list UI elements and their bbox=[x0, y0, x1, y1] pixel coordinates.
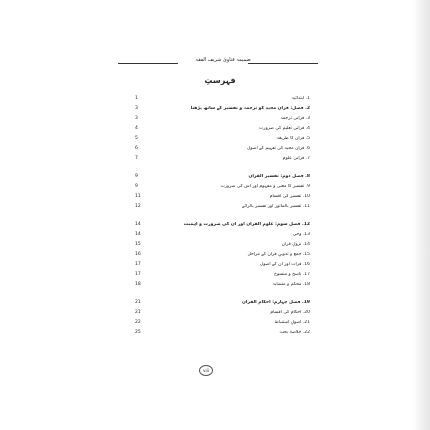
toc-entry bbox=[135, 242, 310, 250]
toc-page-number: 14 bbox=[135, 232, 141, 237]
toc-entry bbox=[135, 136, 310, 144]
toc-entry bbox=[135, 156, 310, 164]
toc-page-number: 16 bbox=[135, 252, 141, 257]
toc-page-number: 11 bbox=[135, 194, 141, 199]
toc-page-number: 22 bbox=[135, 320, 141, 325]
toc-entry-text: 4. قرآنی تعلیم کی ضرورت bbox=[259, 126, 310, 131]
toc-entry bbox=[135, 106, 310, 114]
toc-page-number: 4 bbox=[135, 126, 138, 131]
toc-page-number: 18 bbox=[135, 282, 141, 287]
toc-page-number: 15 bbox=[135, 242, 141, 247]
toc-entry-text: 10. تفسیر کی اقسام bbox=[269, 194, 310, 199]
toc-entry bbox=[135, 116, 310, 124]
toc-entry-text: 15. جمع و تدوینِ قرآن کے مراحل bbox=[247, 252, 310, 257]
toc-entry bbox=[135, 146, 310, 154]
toc-entry bbox=[135, 222, 310, 230]
toc-page-number: 12 bbox=[135, 204, 141, 209]
toc-page-number: 21 bbox=[135, 310, 141, 315]
toc-entry-text: 22. خلاصۂ بحث bbox=[279, 330, 310, 335]
toc-page-number: 9 bbox=[135, 174, 138, 179]
toc-entry-text: 20. احکام کی اقسام bbox=[270, 310, 310, 315]
toc-entry-text: 14. نزولِ قرآن bbox=[281, 242, 310, 247]
toc-entry bbox=[135, 96, 310, 104]
toc-entry-text: 21. اصولِ استنباط bbox=[274, 320, 310, 325]
toc-entry-text: 16. قرأت اور ان کے اصول bbox=[259, 262, 310, 267]
toc-page-number: 21 bbox=[135, 300, 141, 305]
toc-entry bbox=[135, 194, 310, 202]
toc-entry-text: 11. تفسیر بالماثور اور تفسیر بالرائے bbox=[241, 204, 310, 209]
page-title: فہرستِ bbox=[204, 76, 236, 85]
running-header bbox=[118, 57, 318, 69]
toc-entry bbox=[135, 204, 310, 212]
toc-page-number: 3 bbox=[135, 106, 138, 111]
toc-entry-text: 6. قرآن مجید کی تفہیم کے اصول bbox=[247, 146, 310, 151]
toc-entry-text: 17. ناسخ و منسوخ bbox=[274, 272, 310, 277]
toc-entry bbox=[135, 126, 310, 134]
toc-entry bbox=[135, 300, 310, 308]
header-rule-right bbox=[248, 63, 318, 64]
toc-page-number: 17 bbox=[135, 262, 141, 267]
toc-entry-text: 12. فصل سوم: علوم القرآن اور ان کی ضرورت و اہمیت bbox=[183, 222, 310, 227]
toc-entry bbox=[135, 320, 310, 328]
toc-entry bbox=[135, 282, 310, 290]
toc-entry-text: 2. فصل: قرآن مجید کو ترجمہ و تفسیر کے ساتھ پڑھنا bbox=[190, 106, 310, 111]
toc-entry-text: 3. قرآنی ترجمہ bbox=[280, 116, 310, 121]
toc-page-number: 7 bbox=[135, 156, 138, 161]
page-number-badge: viii bbox=[199, 365, 213, 376]
toc-page-number: 6 bbox=[135, 146, 138, 151]
toc-entry-text: 19. فصل چہارم: احکام القرآن bbox=[242, 300, 310, 305]
header-rule-left bbox=[118, 63, 178, 64]
toc-entry-text: 5. قرآن کا طریقہ bbox=[276, 136, 310, 141]
toc-entry-text: 13. وحی bbox=[292, 232, 310, 237]
toc-entry-text: 18. محکم و متشابہ bbox=[272, 282, 310, 287]
toc-page-number: 1 bbox=[135, 96, 138, 101]
toc-entry bbox=[135, 174, 310, 182]
toc-entry bbox=[135, 310, 310, 318]
toc-entry bbox=[135, 232, 310, 240]
toc-page-number: 3 bbox=[135, 116, 138, 121]
toc-entry-text: 9. تفسیر کا معنی و مفہوم اور اس کی ضرورت bbox=[220, 184, 310, 189]
toc-entry bbox=[135, 252, 310, 260]
toc-entry-text: 8. فصل دوم: تفسیر القرآن bbox=[248, 174, 310, 179]
toc-page-number: 14 bbox=[135, 222, 141, 227]
toc-entry bbox=[135, 272, 310, 280]
toc-entry-text: 1. ابتدائیہ bbox=[291, 96, 310, 101]
toc-page-number: 9 bbox=[135, 184, 138, 189]
header-text: ضمیمہ فتاویٰ شریف الفقہ bbox=[195, 57, 251, 63]
toc-page-number: 17 bbox=[135, 272, 141, 277]
toc-page-number: 25 bbox=[135, 330, 141, 335]
toc-page-number: 5 bbox=[135, 136, 138, 141]
toc-entry-text: 7. قرآنی علوم bbox=[282, 156, 310, 161]
toc-entry bbox=[135, 330, 310, 338]
toc-entry bbox=[135, 262, 310, 270]
toc-entry bbox=[135, 184, 310, 192]
page-edge-shadow bbox=[412, 0, 430, 430]
